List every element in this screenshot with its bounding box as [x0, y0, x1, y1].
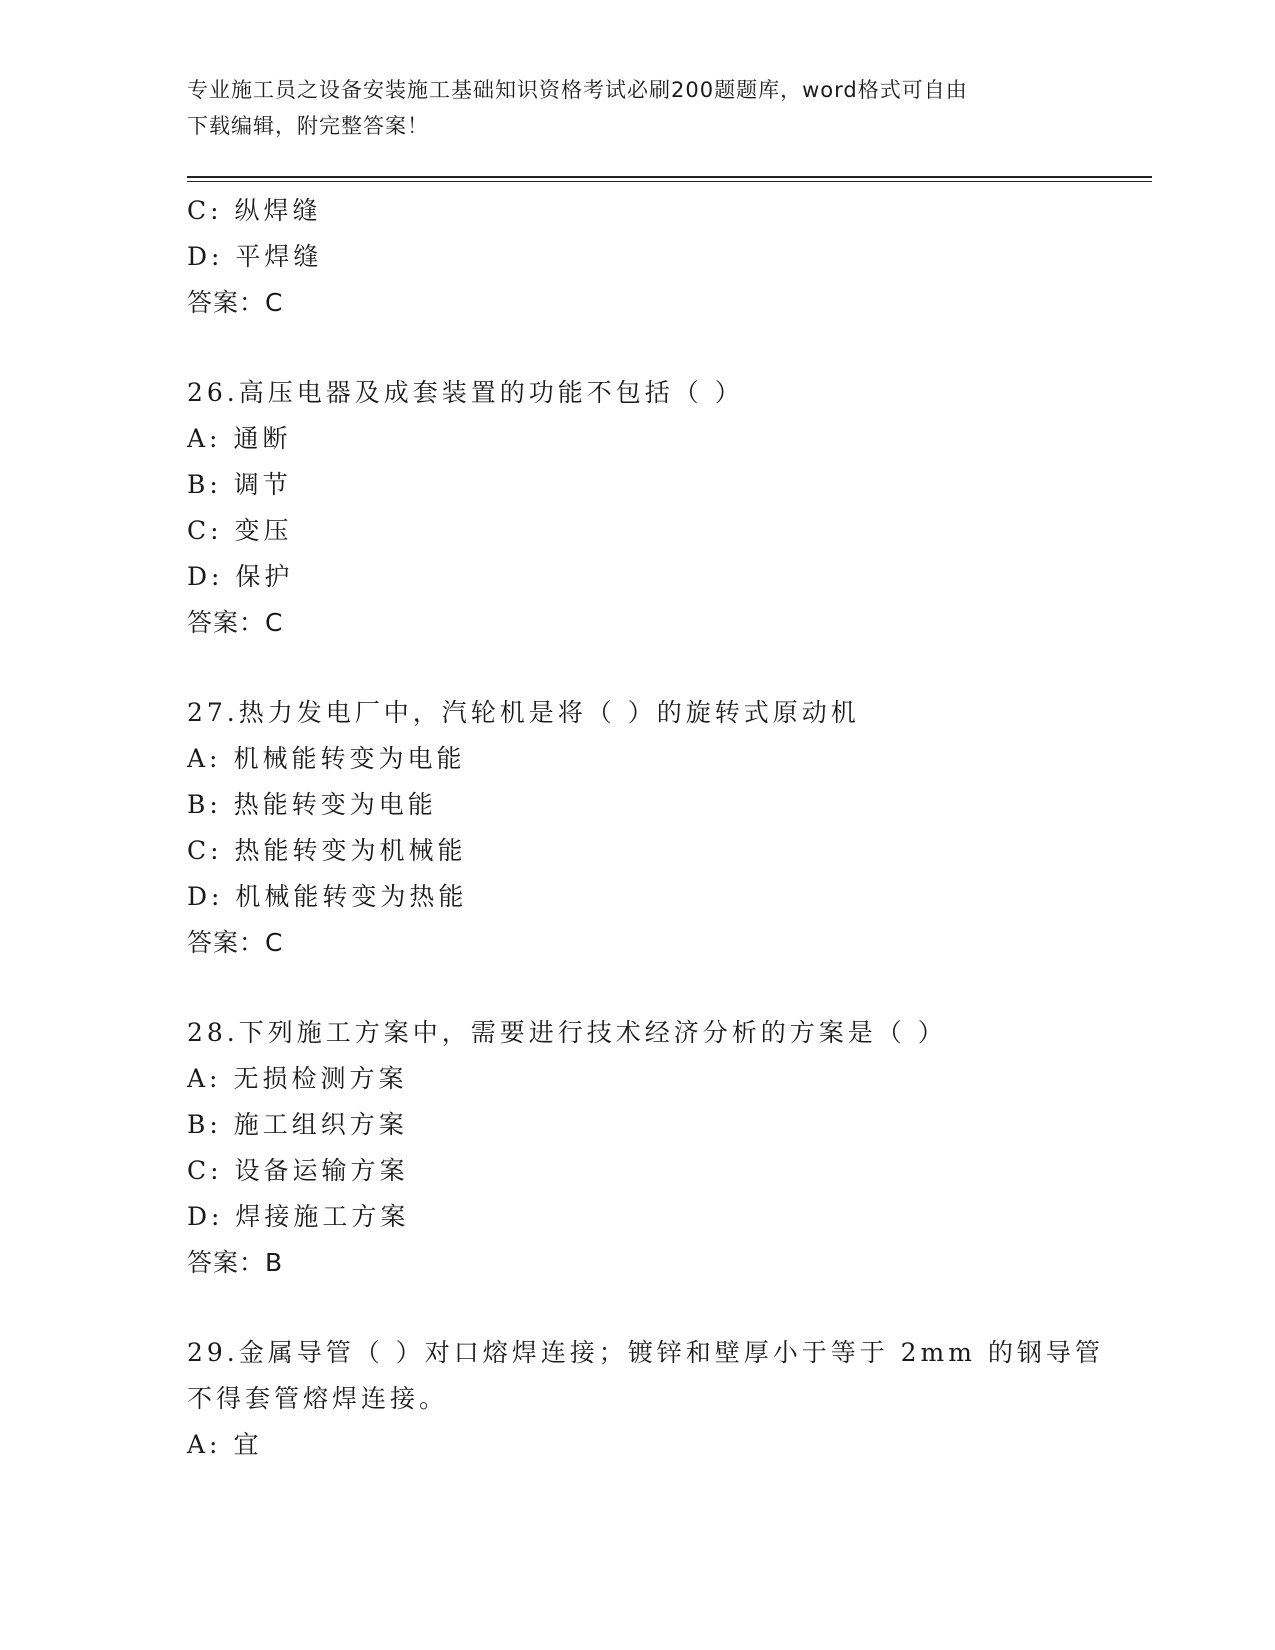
option-a	[187, 1422, 1087, 1468]
option-label: A:	[187, 744, 222, 773]
header-line-2: 下载编辑，附完整答案！	[187, 114, 429, 138]
option-text: 机械能转变为热能	[235, 882, 468, 911]
question-content	[187, 188, 1104, 1468]
option-text: 机械能转变为电能	[233, 744, 466, 773]
question-stem-line-1: 29.金属导管（ ）对口熔焊连接；镀锌和壁厚小于等于 2mm 的钢导管	[187, 1338, 1104, 1367]
answer-line: 答案：C	[187, 288, 284, 317]
option-label: D:	[187, 882, 224, 911]
option-label: A:	[187, 1430, 222, 1459]
option-label: D:	[187, 1202, 224, 1231]
option-text: 平焊缝	[235, 242, 323, 271]
option-label: C:	[187, 196, 223, 225]
option-label: D:	[187, 242, 224, 271]
option-label: D:	[187, 562, 224, 591]
option-d	[187, 234, 1087, 280]
option-b	[187, 462, 1087, 508]
option-text: 纵焊缝	[234, 196, 322, 225]
option-d	[187, 874, 1087, 920]
option-label: A:	[187, 1064, 222, 1093]
option-text: 设备运输方案	[234, 1156, 409, 1185]
option-text: 焊接施工方案	[235, 1202, 410, 1231]
spacer	[187, 646, 1087, 690]
option-label: B:	[187, 790, 222, 819]
option-b	[187, 1102, 1087, 1148]
option-d	[187, 554, 1087, 600]
option-c	[187, 1148, 1087, 1194]
question-27	[187, 690, 1087, 966]
spacer	[187, 1286, 1087, 1330]
option-label: C:	[187, 516, 223, 545]
option-d	[187, 1194, 1087, 1240]
answer-line: 答案：C	[187, 928, 284, 957]
question-stem: 28.下列施工方案中，需要进行技术经济分析的方案是（ ）	[187, 1018, 947, 1047]
question-stem: 26.高压电器及成套装置的功能不包括（ ）	[187, 378, 744, 407]
document-header	[187, 72, 1087, 144]
option-c	[187, 188, 1087, 234]
option-c	[187, 508, 1087, 554]
question-26	[187, 370, 1087, 646]
option-text: 热能转变为机械能	[234, 836, 467, 865]
option-b	[187, 782, 1087, 828]
option-a	[187, 736, 1087, 782]
question-28	[187, 1010, 1087, 1286]
answer-line: 答案：B	[187, 1248, 284, 1277]
option-c	[187, 828, 1087, 874]
option-text: 无损检测方案	[233, 1064, 408, 1093]
option-text: 宜	[233, 1430, 263, 1459]
header-line-1: 专业施工员之设备安装施工基础知识资格考试必刷200题题库，word格式可自由	[187, 78, 968, 102]
header-divider-thin	[187, 181, 1152, 182]
answer-line: 答案：C	[187, 608, 284, 637]
option-label: C:	[187, 836, 223, 865]
question-stem: 27.热力发电厂中，汽轮机是将（ ）的旋转式原动机	[187, 698, 860, 727]
spacer	[187, 966, 1087, 1010]
option-label: B:	[187, 1110, 222, 1139]
header-divider-thick	[187, 176, 1152, 178]
option-text: 保护	[235, 562, 294, 591]
option-text: 热能转变为电能	[233, 790, 437, 819]
option-text: 施工组织方案	[233, 1110, 408, 1139]
option-label: C:	[187, 1156, 223, 1185]
question-25-tail	[187, 188, 1087, 326]
option-text: 调节	[233, 470, 292, 499]
question-stem-line-2: 不得套管熔焊连接。	[187, 1384, 449, 1413]
option-a	[187, 416, 1087, 462]
option-text: 变压	[234, 516, 293, 545]
option-label: B:	[187, 470, 222, 499]
question-29	[187, 1330, 1104, 1468]
spacer	[187, 326, 1087, 370]
option-text: 通断	[233, 424, 292, 453]
option-a	[187, 1056, 1087, 1102]
option-label: A:	[187, 424, 222, 453]
